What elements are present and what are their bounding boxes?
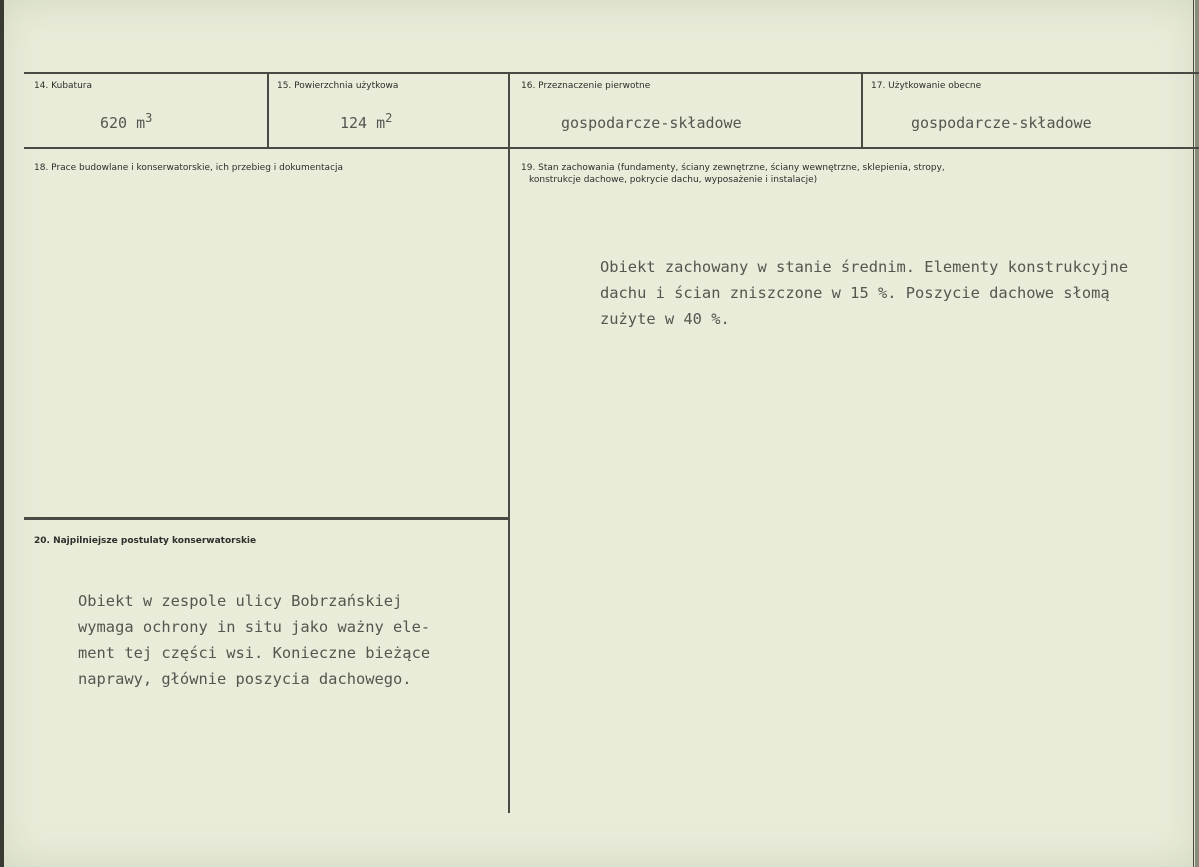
field-15-value bbox=[340, 111, 393, 132]
field-20-text bbox=[78, 588, 430, 692]
section20-top-rule bbox=[24, 517, 508, 520]
row1-bottom-rule bbox=[24, 147, 1199, 149]
field-19-label-line2: konstrukcje dachowe, pokrycie dachu, wyposażenie i instalacje) bbox=[529, 175, 818, 185]
field-16-value: gospodarcze-składowe bbox=[561, 114, 742, 132]
divider-main bbox=[508, 73, 510, 813]
field-15-number: 124 bbox=[340, 114, 368, 132]
top-rule bbox=[24, 72, 1199, 74]
field-20-line: wymaga ochrony in situ jako ważny ele- bbox=[78, 618, 431, 636]
card-left-edge bbox=[0, 0, 4, 867]
field-17-value: gospodarcze-składowe bbox=[911, 114, 1092, 132]
field-15-unit: m bbox=[376, 114, 386, 132]
field-19-line: zużyte w 40 %. bbox=[600, 310, 730, 328]
divider-14-15 bbox=[267, 73, 269, 148]
field-14-unit: m bbox=[136, 114, 146, 132]
field-14-value bbox=[100, 111, 153, 132]
field-17-label: 17. Użytkowanie obecne bbox=[871, 81, 982, 91]
field-15-unit-exponent: 2 bbox=[385, 111, 393, 125]
field-20-line: ment tej części wsi. Konieczne bieżące bbox=[78, 644, 431, 662]
field-20-line: naprawy, głównie poszycia dachowego. bbox=[78, 670, 412, 688]
field-16-label: 16. Przeznaczenie pierwotne bbox=[521, 81, 651, 91]
field-15-label: 15. Powierzchnia użytkowa bbox=[277, 81, 399, 91]
divider-16-17 bbox=[861, 73, 863, 148]
field-18-label: 18. Prace budowlane i konserwatorskie, ich przebieg i dokumentacja bbox=[34, 163, 344, 173]
field-14-label: 14. Kubatura bbox=[34, 81, 93, 91]
field-14-unit-exponent: 3 bbox=[145, 111, 153, 125]
field-19-line: dachu i ścian zniszczone w 15 %. Poszycie dachowe słomą bbox=[600, 284, 1110, 302]
field-19-line: Obiekt zachowany w stanie średnim. Elementy konstrukcyjne bbox=[600, 258, 1129, 276]
field-20-line: Obiekt w zespole ulicy Bobrzańskiej bbox=[78, 592, 403, 610]
field-19-text bbox=[600, 254, 1128, 332]
card-right-edge bbox=[1195, 0, 1199, 867]
field-20-label: 20. Najpilniejsze postulaty konserwatorskie bbox=[34, 536, 257, 546]
field-19-label-line1: 19. Stan zachowania (fundamenty, ściany zewnętrzne, ściany wewnętrzne, sklepienia, stropy, bbox=[521, 163, 945, 173]
field-14-number: 620 bbox=[100, 114, 128, 132]
